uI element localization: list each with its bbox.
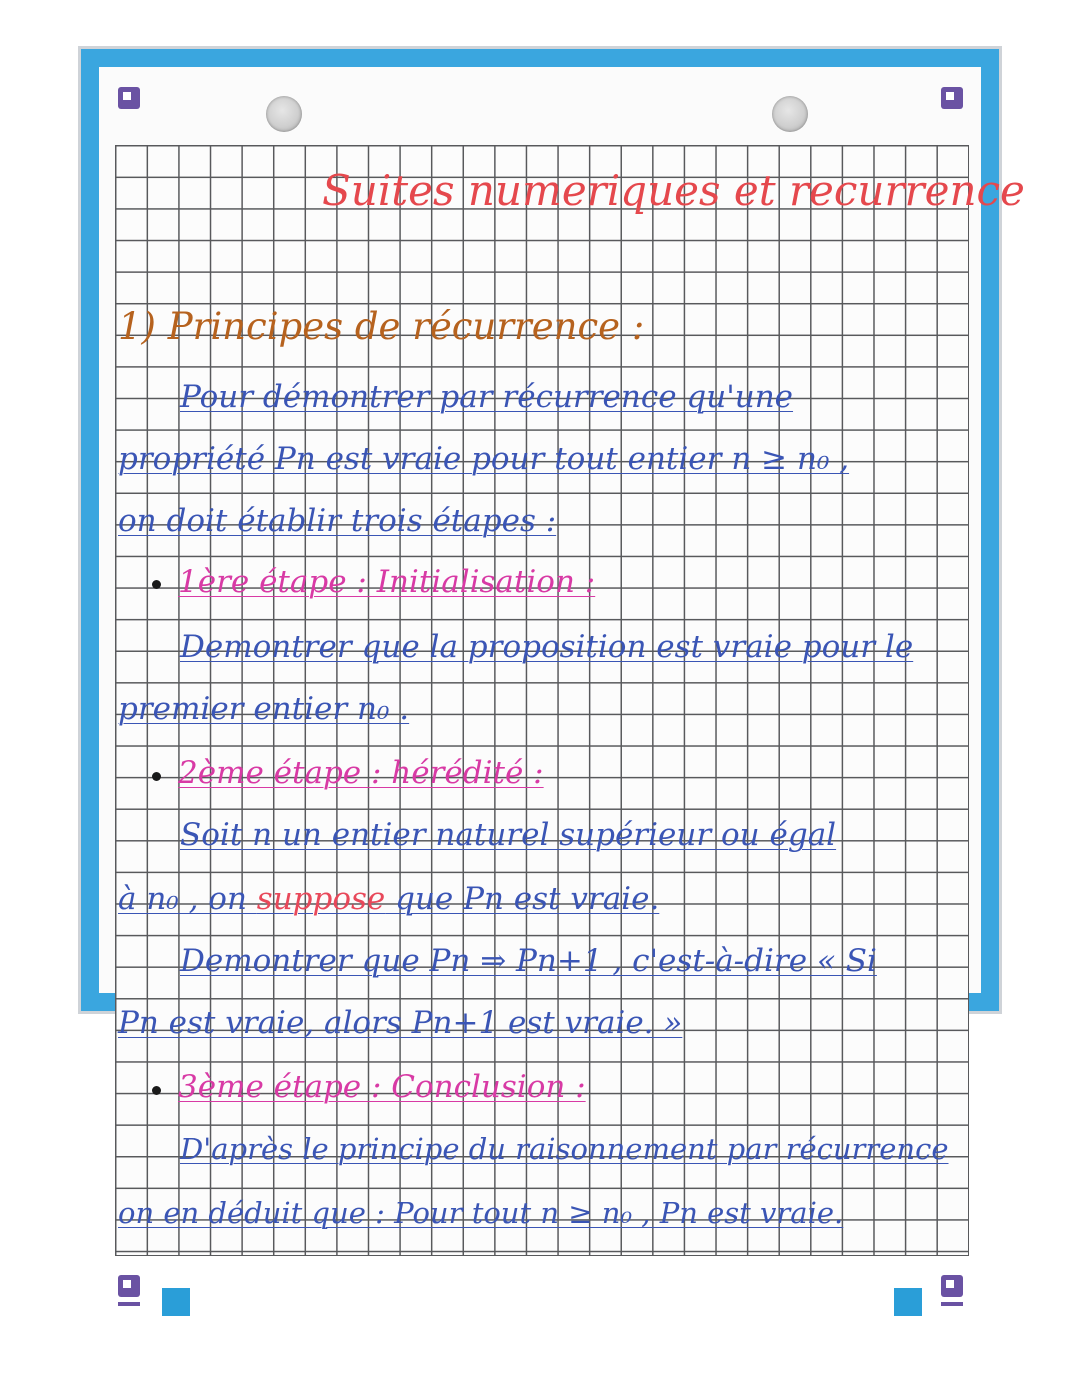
step-1-heading: 1ère étape : Initialisation : — [178, 564, 596, 600]
step-1-body-2: premier entier n₀ . — [118, 691, 410, 727]
punch-hole-right — [772, 96, 808, 132]
corner-mark-bottom-left-icon — [118, 1275, 140, 1297]
intro-line-1: Pour démontrer par récurrence qu'une — [180, 379, 794, 415]
punch-hole-left — [266, 96, 302, 132]
blue-square-bottom-left — [162, 1288, 190, 1316]
suppose-emphasis: suppose — [256, 881, 386, 917]
bullet-step-2 — [152, 772, 161, 781]
step-2-body-3: Demontrer que Pn ⇒ Pn+1 , c'est-à-dire « Si — [180, 943, 877, 979]
step-1-body-1: Demontrer que la proposition est vraie pour le — [180, 629, 914, 665]
corner-bar-bottom-left — [118, 1302, 140, 1306]
section-heading: 1) Principes de récurrence : — [118, 305, 645, 348]
step-2-body-2 — [118, 880, 659, 918]
step-2-body-2-suffix: que Pn est vraie. — [385, 881, 660, 917]
step-3-heading: 3ème étape : Conclusion : — [178, 1069, 586, 1105]
blue-square-bottom-right — [894, 1288, 922, 1316]
bullet-step-1 — [152, 580, 161, 589]
intro-line-3: on doit établir trois étapes : — [118, 503, 557, 539]
step-2-heading: 2ème étape : hérédité : — [178, 755, 544, 791]
step-3-body-1: D'après le principe du raisonnement par récurrence — [180, 1132, 949, 1166]
corner-mark-top-right-icon — [941, 87, 963, 109]
step-2-body-4: Pn est vraie, alors Pn+1 est vraie. » — [118, 1005, 683, 1041]
step-2-body-2-prefix: à n₀ , on — [118, 881, 257, 917]
step-2-body-1: Soit n un entier naturel supérieur ou égal — [180, 817, 837, 853]
document-title: Suites numeriques et recurrence — [322, 166, 1025, 215]
intro-line-2: propriété Pn est vraie pour tout entier n ≥ n₀ , — [118, 441, 850, 477]
step-3-body-2: on en déduit que : Pour tout n ≥ n₀ , Pn est vraie. — [118, 1196, 844, 1230]
corner-mark-top-left-icon — [118, 87, 140, 109]
bullet-step-3 — [152, 1086, 161, 1095]
corner-bar-bottom-right — [941, 1302, 963, 1306]
corner-mark-bottom-right-icon — [941, 1275, 963, 1297]
